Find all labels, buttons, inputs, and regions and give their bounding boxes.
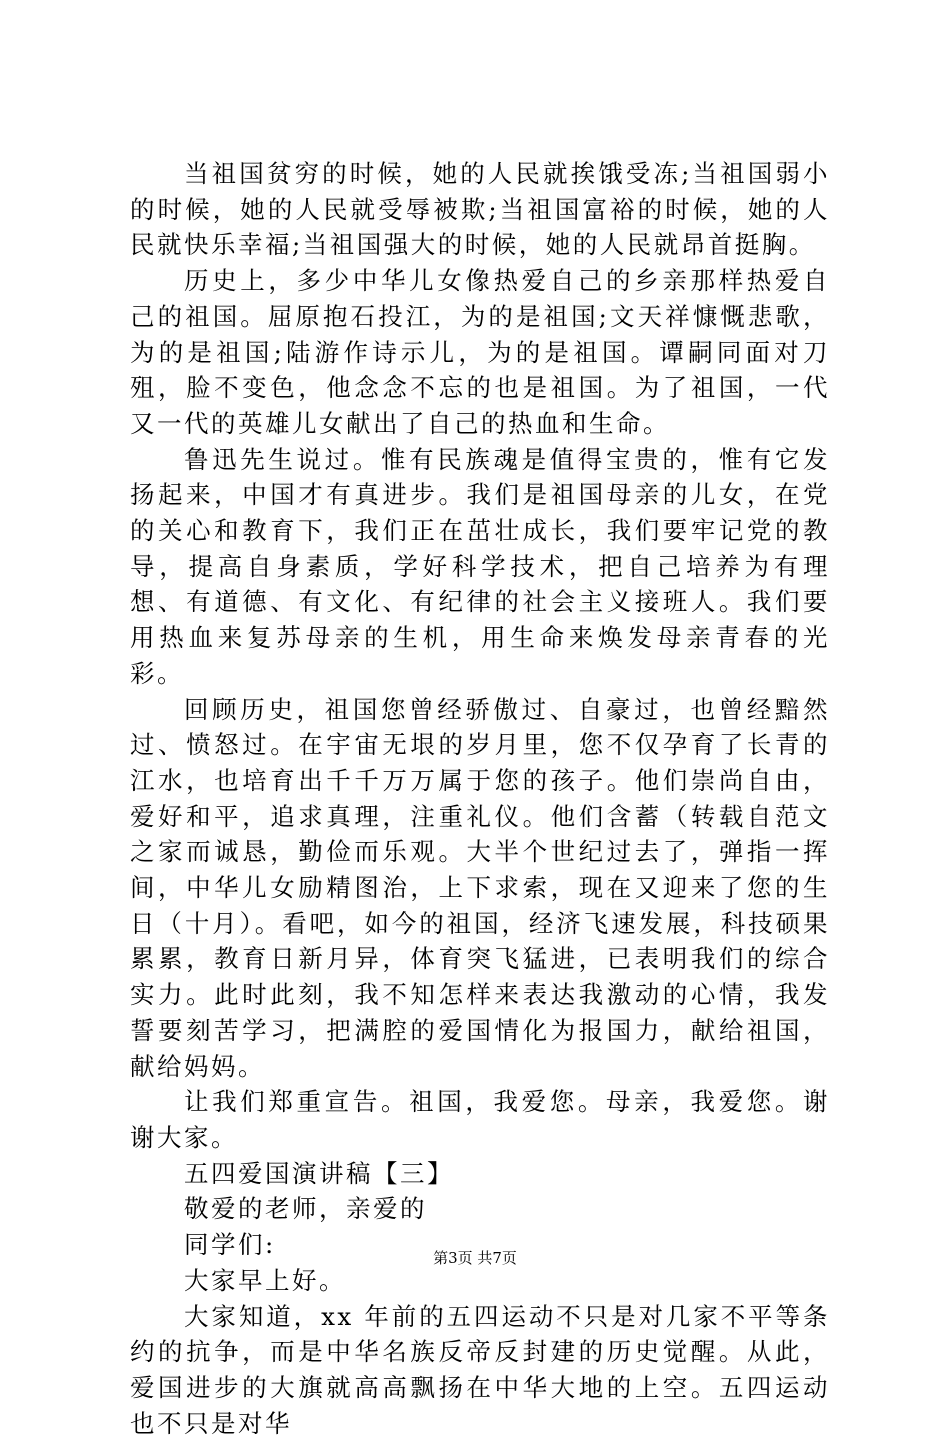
section-heading: 五四爱国演讲稿【三】 [130,1156,830,1192]
paragraph: 当祖国贫穷的时候，她的人民就挨饿受冻;当祖国弱小的时候，她的人民就受辱被欺;当祖国富裕的时候，她的人民就快乐幸福;当祖国强大的时候，她的人民就昂首挺胸。 [130,156,830,263]
paragraph: 鲁迅先生说过。惟有民族魂是值得宝贵的，惟有它发扬起来，中国才有真进步。我们是祖国母亲的儿女，在党的关心和教育下，我们正在茁壮成长，我们要牢记党的教导，提高自身素质，学好科学技术，把自己培养为有理想、有道德、有文化、有纪律的社会主义接班人。我们要用热血来复苏母亲的生机，用生命来焕发母亲青春的光彩。 [130,442,830,692]
salutation-line: 同学们: [130,1227,830,1263]
paragraph: 历史上，多少中华儿女像热爱自己的乡亲那样热爱自己的祖国。屈原抱石投江，为的是祖国;文天祥慷慨悲歌，为的是祖国;陆游作诗示儿，为的是祖国。谭嗣同面对刀殂，脸不变色，他念念不忘的也是祖国。为了祖国，一代又一代的英雄儿女献出了自己的热血和生命。 [130,263,830,442]
paragraph: 回顾历史，祖国您曾经骄傲过、自豪过，也曾经黯然过、愤怒过。在宇宙无垠的岁月里，您不仅孕育了长青的江水，也培育出千千万万属于您的孩子。他们崇尚自由，爱好和平，追求真理，注重礼仪。他们含蓄（转载自范文之家而诚恳，勤俭而乐观。大半个世纪过去了，弹指一挥间，中华儿女励精图治，上下求索，现在又迎来了您的生日（十月）。看吧，如今的祖国，经济飞速发展，科技硕果累累，教育日新月异，体育突飞猛进，已表明我们的综合实力。此时此刻，我不知怎样来表达我激动的心情，我发誓要刻苦学习，把满腔的爱国情化为报国力，献给祖国，献给妈妈。 [130,692,830,1085]
greeting-line: 大家早上好。 [130,1263,830,1299]
salutation-line: 敬爱的老师，亲爱的 [130,1191,830,1227]
paragraph: 大家知道，xx 年前的五四运动不只是对几家不平等条约的抗争，而是中华名族反帝反封建的历史觉醒。从此，爱国进步的大旗就高高飘扬在中华大地的上空。五四运动也不只是对华 [130,1299,830,1441]
page-footer: 第3页 共7页 [0,1248,950,1268]
paragraph: 让我们郑重宣告。祖国，我爱您。母亲，我爱您。谢谢大家。 [130,1084,830,1155]
